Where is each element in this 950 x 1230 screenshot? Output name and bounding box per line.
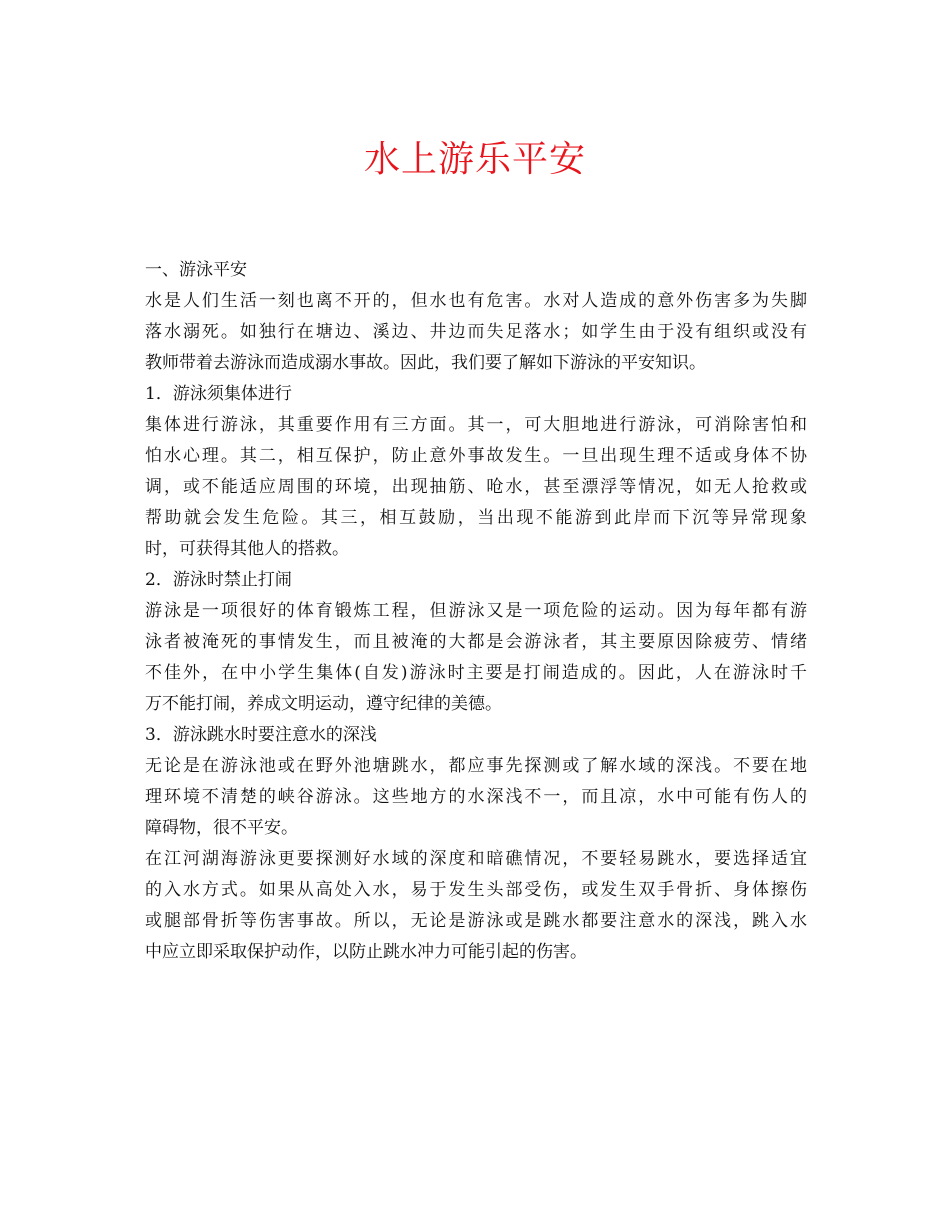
body-line: 障碍物，很不平安。: [145, 818, 298, 838]
body-line: 中应立即采取保护动作，以防止跳水冲力可能引起的伤害。: [145, 942, 587, 962]
section-heading: 2．游泳时禁止打闹: [145, 570, 292, 590]
section-heading: 3．游泳跳水时要注意水的深浅: [145, 725, 377, 745]
body-line: 理环境不清楚的峡谷游泳。这些地方的水深浅不一，而且凉，水中可能有伤人的: [145, 787, 807, 807]
body-line: 调，或不能适应周围的环境，出现抽筋、呛水，甚至漂浮等情况，如无人抢救或: [145, 477, 807, 497]
body-line: 游泳是一项很好的体育锻炼工程，但游泳又是一项危险的运动。因为每年都有游: [145, 601, 807, 621]
section-heading: 一、游泳平安: [145, 260, 247, 280]
body-line: 集体进行游泳，其重要作用有三方面。其一，可大胆地进行游泳，可消除害怕和: [145, 415, 807, 435]
body-line: 时，可获得其他人的搭救。: [145, 539, 349, 559]
body-line: 无论是在游泳池或在野外池塘跳水，都应事先探测或了解水域的深浅。不要在地: [145, 756, 807, 776]
body-line: 落水溺死。如独行在塘边、溪边、井边而失足落水；如学生由于没有组织或没有: [145, 322, 807, 342]
body-line: 帮助就会发生危险。其三，相互鼓励，当出现不能游到此岸而下沉等异常现象: [145, 508, 807, 528]
body-line: 泳者被淹死的事情发生，而且被淹的大都是会游泳者，其主要原因除疲劳、情绪: [145, 632, 807, 652]
body-line: 的入水方式。如果从高处入水，易于发生头部受伤，或发生双手骨折、身体擦伤: [145, 880, 807, 900]
body-line: 万不能打闹，养成文明运动，遵守纪律的美德。: [145, 694, 502, 714]
body-line: 不佳外，在中小学生集体(自发)游泳时主要是打闹造成的。因此，人在游泳时千: [145, 663, 807, 683]
body-line: 或腿部骨折等伤害事故。所以，无论是游泳或是跳水都要注意水的深浅，跳入水: [145, 911, 807, 931]
body-line: 水是人们生活一刻也离不开的，但水也有危害。水对人造成的意外伤害多为失脚: [145, 291, 807, 311]
body-line: 教师带着去游泳而造成溺水事故。因此，我们要了解如下游泳的平安知识。: [145, 353, 706, 373]
document-body: [145, 255, 807, 968]
section-heading: 1．游泳须集体进行: [145, 384, 292, 404]
document-title: 水上游乐平安: [363, 139, 586, 180]
body-line: 怕水心理。其二，相互保护，防止意外事故发生。一旦出现生理不适或身体不协: [145, 446, 807, 466]
body-line: 在江河湖海游泳更要探测好水域的深度和暗礁情况，不要轻易跳水，要选择适宜: [145, 849, 807, 869]
